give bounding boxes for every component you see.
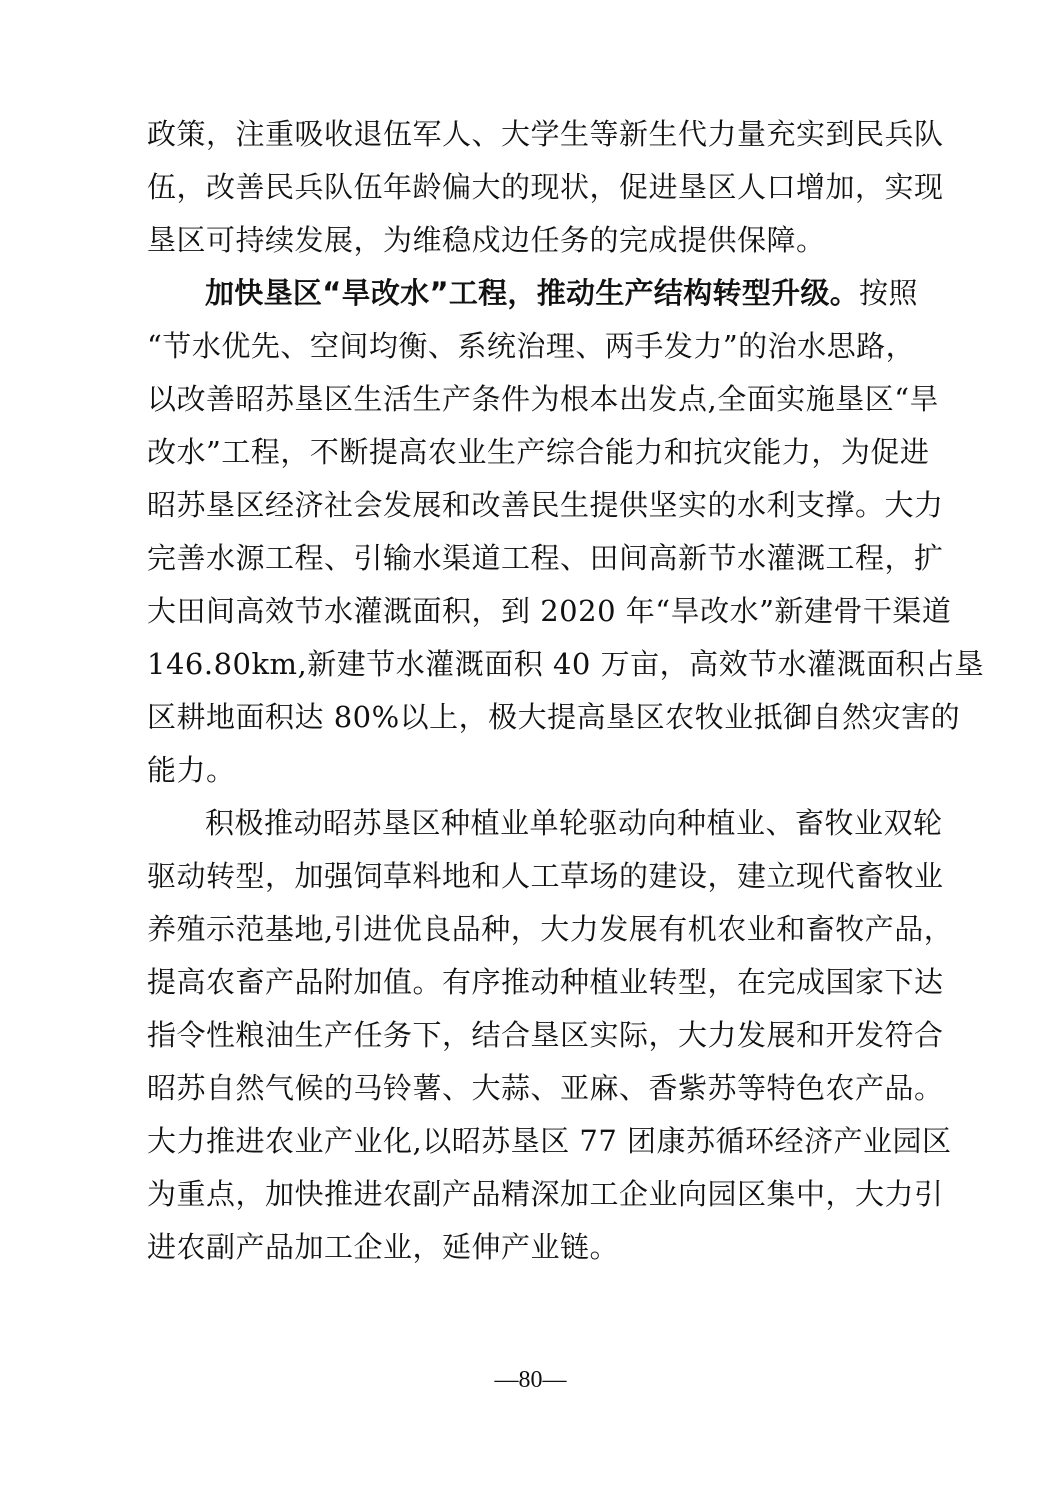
paragraph-line: “节水优先、空间均衡、系统治理、两手发力”的治水思路， [147,329,916,363]
paragraph-line: 区耕地面积达 80%以上，极大提高垦区农牧业抵御自然灾害的 [147,700,961,734]
paragraph-line: 大田间高效节水灌溉面积，到 2020 年“旱改水”新建骨干渠道 [147,594,952,628]
paragraph-line: 指令性粮油生产任务下，结合垦区实际，大力发展和开发符合 [147,1018,944,1052]
paragraph-line: 养殖示范基地,引进优良品种，大力发展有机农业和畜牧产品， [147,912,954,946]
paragraph-line: 能力。 [147,753,236,787]
paragraph-line: 改水”工程，不断提高农业生产综合能力和抗灾能力，为促进 [147,435,930,469]
paragraph-first-line [147,267,919,320]
paragraph-line: 进农副产品加工企业，延伸产业链。 [147,1230,620,1264]
paragraph-line: 政策，注重吸收退伍军人、大学生等新生代力量充实到民兵队 [147,117,944,151]
first-line-text: 按照 [859,276,919,310]
paragraph-line: 以改善昭苏垦区生活生产条件为根本出发点,全面实施垦区“旱 [147,382,940,416]
paragraph-line: 完善水源工程、引输水渠道工程、田间高新节水灌溉工程，扩 [147,541,944,575]
document-body [147,108,985,1274]
paragraph-line: 昭苏垦区经济社会发展和改善民生提供坚实的水利支撑。大力 [147,488,944,522]
paragraph-line: 驱动转型，加强饲草料地和人工草场的建设，建立现代畜牧业 [147,859,944,893]
paragraph-line: 为重点，加快推进农副产品精深加工企业向园区集中，大力引 [147,1177,944,1211]
paragraph-line: 146.80km,新建节水灌溉面积 40 万亩，高效节水灌溉面积占垦 [147,647,985,681]
paragraph-1 [147,108,944,267]
paragraph-2 [147,267,985,797]
paragraph-line: 提高农畜产品附加值。有序推动种植业转型，在完成国家下达 [147,965,944,999]
paragraph-line: 昭苏自然气候的马铃薯、大蒜、亚麻、香紫苏等特色农产品。 [147,1071,944,1105]
paragraph-line: 积极推动昭苏垦区种植业单轮驱动向种植业、畜牧业双轮 [205,806,943,840]
page-number: —80— [494,1367,567,1393]
paragraph-line: 伍，改善民兵队伍年龄偏大的现状，促进垦区人口增加，实现 [147,170,944,204]
paragraph-3 [147,797,954,1274]
paragraph-line: 垦区可持续发展，为维稳戍边任务的完成提供保障。 [147,223,826,257]
paragraph-line: 大力推进农业产业化,以昭苏垦区 77 团康苏循环经济产业园区 [147,1124,952,1158]
section-heading: 加快垦区“旱改水”工程，推动生产结构转型升级。 [205,276,860,310]
